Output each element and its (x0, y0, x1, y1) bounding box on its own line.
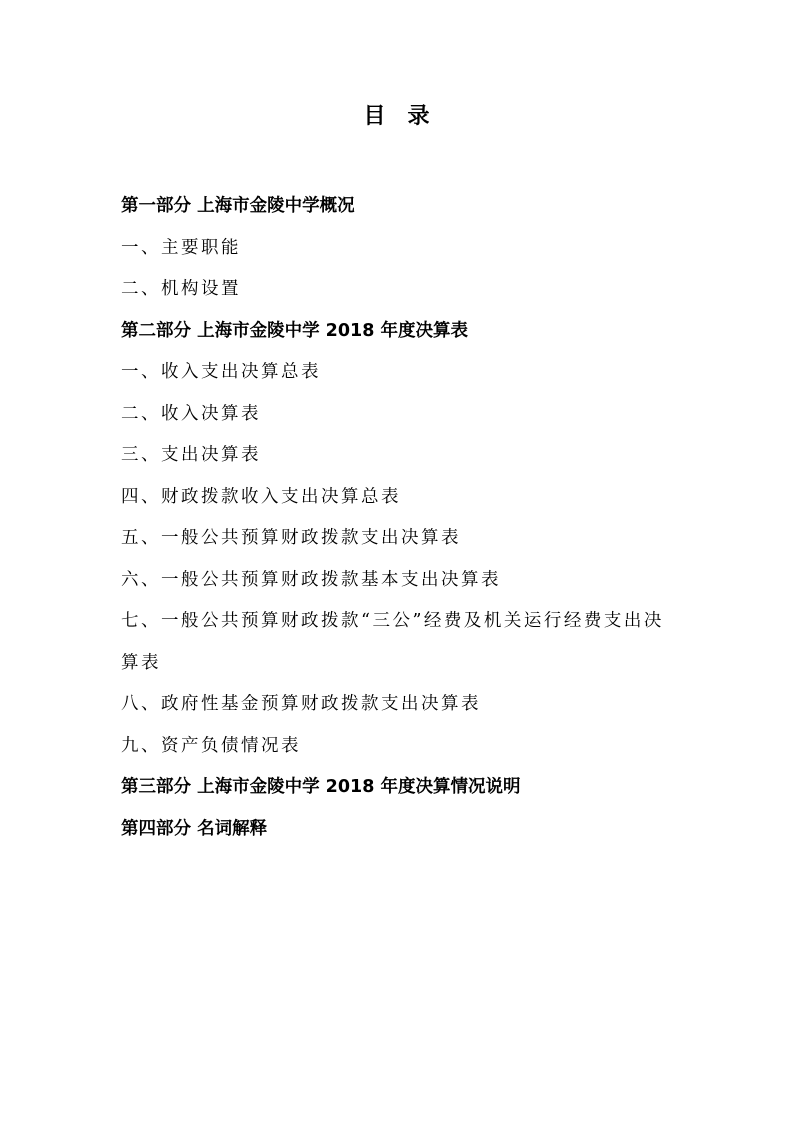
toc-item: 二、机构设置 (121, 279, 241, 299)
toc-part-4: 第四部分 名词解释 (121, 818, 268, 839)
toc-item: 七、一般公共预算财政拨款“三公”经费及机关运行经费支出决算表 (121, 611, 664, 673)
toc-item: 四、财政拨款收入支出决算总表 (121, 486, 401, 507)
toc-item: 九、资产负债情况表 (121, 735, 301, 756)
toc-item: 三、支出决算表 (121, 445, 261, 465)
toc-item: 二、收入决算表 (121, 403, 261, 424)
page-title: 目 录 (363, 104, 430, 129)
toc-part-2: 第二部分 上海市金陵中学 2018 年度决算表 (121, 320, 468, 341)
toc-item: 一、主要职能 (121, 237, 241, 258)
toc-item: 六、一般公共预算财政拨款基本支出决算表 (121, 569, 501, 590)
toc-part-1: 第一部分 上海市金陵中学概况 (121, 196, 355, 216)
table-of-contents (121, 186, 681, 850)
toc-item: 八、政府性基金预算财政拨款支出决算表 (121, 694, 481, 714)
toc-item: 五、一般公共预算财政拨款支出决算表 (121, 528, 461, 548)
toc-part-3: 第三部分 上海市金陵中学 2018 年度决算情况说明 (121, 777, 521, 797)
toc-item: 一、收入支出决算总表 (121, 362, 321, 382)
